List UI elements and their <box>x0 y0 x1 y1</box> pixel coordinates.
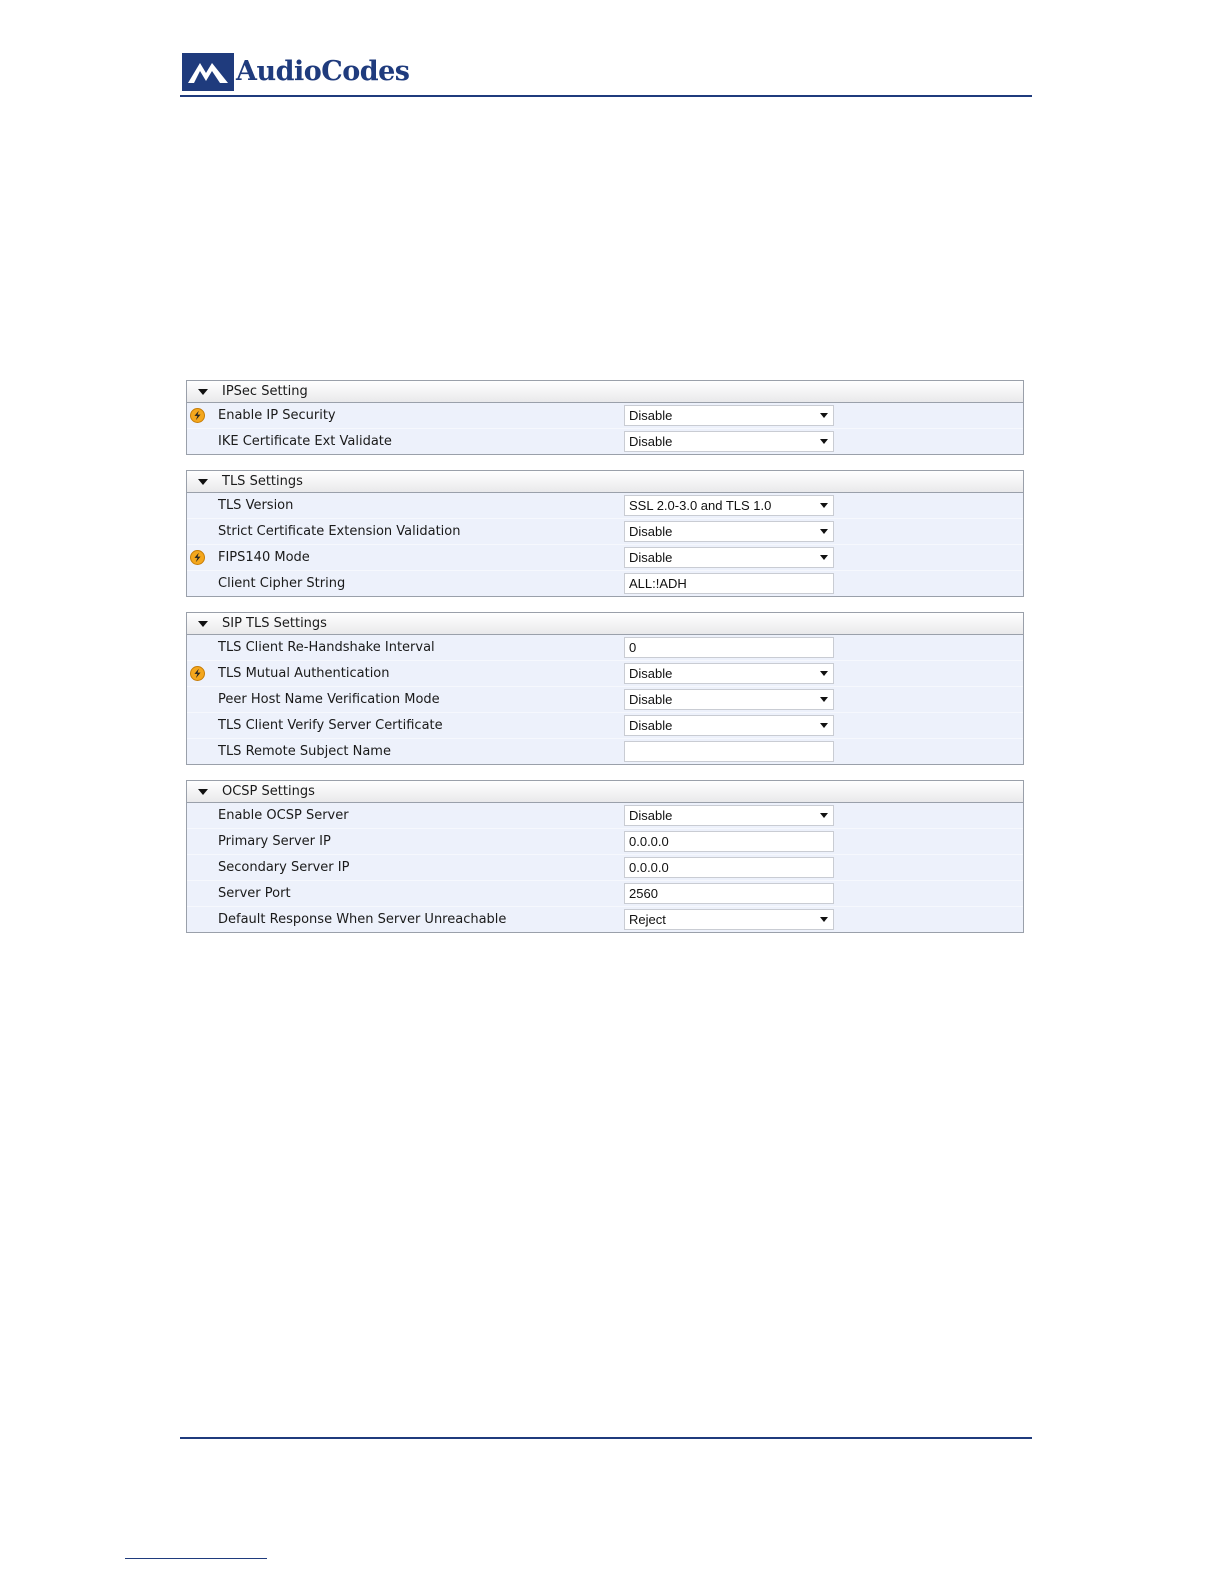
setting-label: Strict Certificate Extension Validation <box>218 524 461 539</box>
setting-row-client-cipher-string <box>187 570 1023 596</box>
audiocodes-logo <box>182 52 409 92</box>
section-title: TLS Settings <box>222 474 303 489</box>
setting-row-tls-version <box>187 493 1023 518</box>
dropdown-arrow-icon[interactable] <box>820 439 828 444</box>
section-header-sip-tls-settings[interactable] <box>187 613 1023 635</box>
header-rule <box>180 95 1032 97</box>
setting-label: TLS Version <box>218 498 294 513</box>
audiocodes-logo-mark-icon <box>182 53 234 91</box>
restart-required-icon <box>190 550 205 565</box>
input-tls-remote-subject-name[interactable] <box>624 741 834 762</box>
setting-row-default-response-when-server-unreachable <box>187 906 1023 932</box>
select-strict-certificate-extension-validation[interactable] <box>624 521 834 542</box>
section-header-ipsec-setting[interactable] <box>187 381 1023 403</box>
setting-row-primary-server-ip <box>187 828 1023 854</box>
setting-label: Default Response When Server Unreachable <box>218 912 507 927</box>
collapse-arrow-icon[interactable] <box>198 621 208 627</box>
setting-row-ike-certificate-ext-validate <box>187 428 1023 454</box>
field-value: Disable <box>629 666 673 681</box>
setting-label: Secondary Server IP <box>218 860 350 875</box>
field-value: Disable <box>629 692 673 707</box>
field-value: Disable <box>629 718 673 733</box>
select-fips140-mode[interactable] <box>624 547 834 568</box>
select-enable-ocsp-server[interactable] <box>624 805 834 826</box>
select-default-response-when-server-unreachable[interactable] <box>624 909 834 930</box>
dropdown-arrow-icon[interactable] <box>820 555 828 560</box>
setting-label: Peer Host Name Verification Mode <box>218 692 440 707</box>
setting-label: Enable OCSP Server <box>218 808 349 823</box>
dropdown-arrow-icon[interactable] <box>820 813 828 818</box>
field-value: SSL 2.0-3.0 and TLS 1.0 <box>629 498 772 513</box>
setting-row-enable-ocsp-server <box>187 803 1023 828</box>
section-title: SIP TLS Settings <box>222 616 327 631</box>
footnote-rule <box>125 1558 267 1559</box>
dropdown-arrow-icon[interactable] <box>820 503 828 508</box>
field-value: 0.0.0.0 <box>629 860 669 875</box>
footer-rule <box>180 1437 1032 1439</box>
collapse-arrow-icon[interactable] <box>198 479 208 485</box>
section-title: OCSP Settings <box>222 784 315 799</box>
setting-row-fips140-mode <box>187 544 1023 570</box>
dropdown-arrow-icon[interactable] <box>820 529 828 534</box>
select-enable-ip-security[interactable] <box>624 405 834 426</box>
dropdown-arrow-icon[interactable] <box>820 413 828 418</box>
restart-required-icon <box>190 408 205 423</box>
restart-required-icon <box>190 666 205 681</box>
setting-label: Enable IP Security <box>218 408 336 423</box>
dropdown-arrow-icon[interactable] <box>820 917 828 922</box>
brand-name: AudioCodes <box>236 56 410 87</box>
setting-label: Server Port <box>218 886 291 901</box>
field-value: 2560 <box>629 886 658 901</box>
setting-label: Client Cipher String <box>218 576 346 591</box>
section-sip-tls-settings <box>186 612 1024 765</box>
section-title: IPSec Setting <box>222 384 308 399</box>
input-server-port[interactable] <box>624 883 834 904</box>
select-tls-mutual-authentication[interactable] <box>624 663 834 684</box>
input-secondary-server-ip[interactable] <box>624 857 834 878</box>
input-primary-server-ip[interactable] <box>624 831 834 852</box>
setting-row-tls-client-re-handshake-interval <box>187 635 1023 660</box>
select-tls-version[interactable] <box>624 495 834 516</box>
setting-row-server-port <box>187 880 1023 906</box>
setting-label: TLS Remote Subject Name <box>218 744 391 759</box>
setting-label: Primary Server IP <box>218 834 331 849</box>
setting-label: TLS Client Re-Handshake Interval <box>218 640 435 655</box>
dropdown-arrow-icon[interactable] <box>820 697 828 702</box>
setting-label: TLS Mutual Authentication <box>218 666 390 681</box>
field-value: Disable <box>629 808 673 823</box>
collapse-arrow-icon[interactable] <box>198 789 208 795</box>
section-header-tls-settings[interactable] <box>187 471 1023 493</box>
field-value: Disable <box>629 550 673 565</box>
setting-label: IKE Certificate Ext Validate <box>218 434 392 449</box>
select-tls-client-verify-server-certificate[interactable] <box>624 715 834 736</box>
select-peer-host-name-verification-mode[interactable] <box>624 689 834 710</box>
security-settings-panel <box>186 380 1024 948</box>
setting-label: TLS Client Verify Server Certificate <box>218 718 443 733</box>
input-client-cipher-string[interactable] <box>624 573 834 594</box>
setting-row-secondary-server-ip <box>187 854 1023 880</box>
section-header-ocsp-settings[interactable] <box>187 781 1023 803</box>
field-value: 0 <box>629 640 637 655</box>
collapse-arrow-icon[interactable] <box>198 389 208 395</box>
field-value: Reject <box>629 912 666 927</box>
setting-row-enable-ip-security <box>187 403 1023 428</box>
section-ipsec-setting <box>186 380 1024 455</box>
field-value: Disable <box>629 524 673 539</box>
section-ocsp-settings <box>186 780 1024 933</box>
section-tls-settings <box>186 470 1024 597</box>
setting-row-tls-client-verify-server-certificate <box>187 712 1023 738</box>
field-value: 0.0.0.0 <box>629 834 669 849</box>
setting-label: FIPS140 Mode <box>218 550 310 565</box>
dropdown-arrow-icon[interactable] <box>820 671 828 676</box>
field-value: Disable <box>629 434 673 449</box>
input-tls-client-re-handshake-interval[interactable] <box>624 637 834 658</box>
field-value: Disable <box>629 408 673 423</box>
setting-row-peer-host-name-verification-mode <box>187 686 1023 712</box>
setting-row-tls-mutual-authentication <box>187 660 1023 686</box>
setting-row-strict-certificate-extension-validation <box>187 518 1023 544</box>
field-value: ALL:!ADH <box>629 576 687 591</box>
setting-row-tls-remote-subject-name <box>187 738 1023 764</box>
select-ike-certificate-ext-validate[interactable] <box>624 431 834 452</box>
dropdown-arrow-icon[interactable] <box>820 723 828 728</box>
